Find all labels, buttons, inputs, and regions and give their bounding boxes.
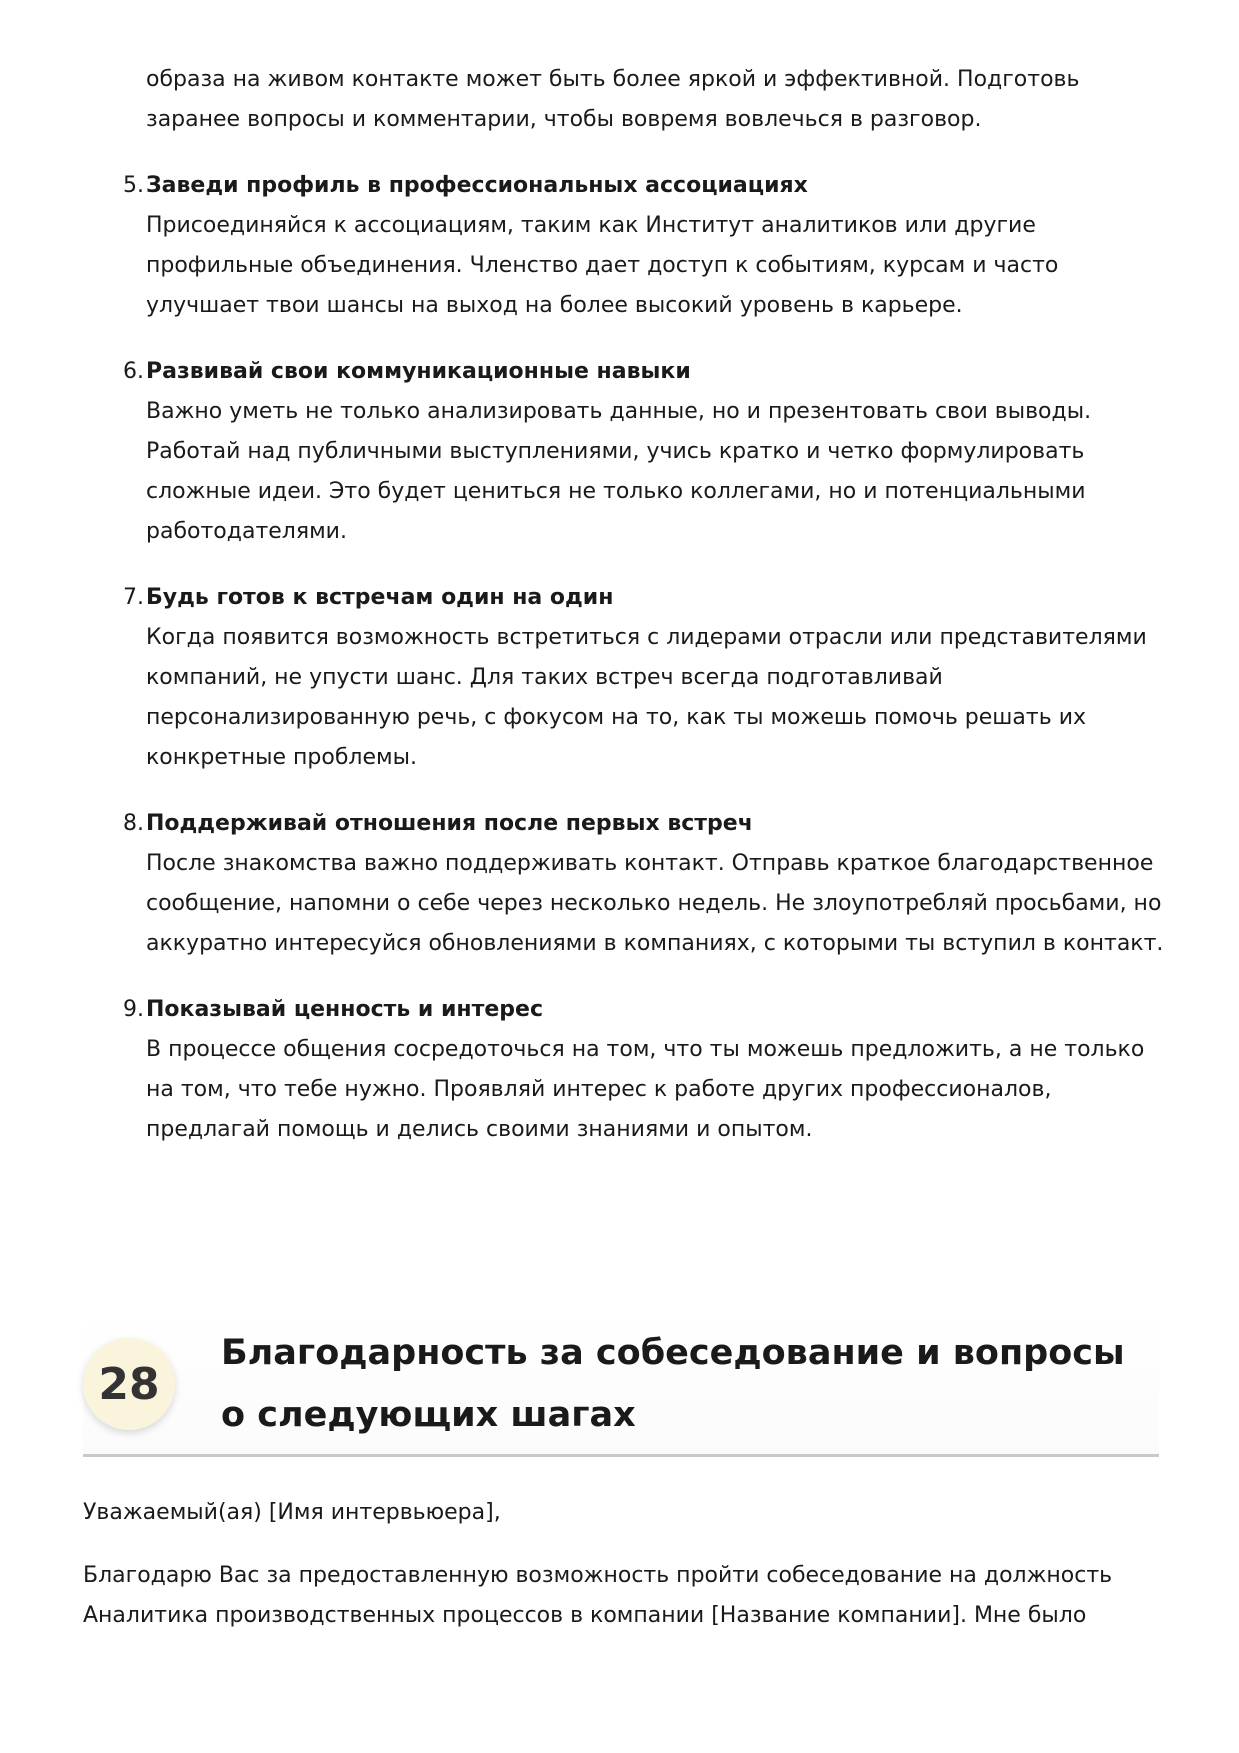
list-item-body: Присоединяйся к ассоциациям, таким как Институт аналитиков или другие профильные объединения. Членство дает доступ к событиям, курсам и часто улучшает твои шансы на выход на более высокий уровень в карьере.	[146, 213, 1059, 318]
list-item-title: Будь готов к встречам один на один	[146, 585, 614, 610]
list-item-title: Поддерживай отношения после первых встреч	[146, 811, 753, 836]
list-item-title: Показывай ценность и интерес	[146, 997, 543, 1022]
section-title: Благодарность за собеседование и вопросы о следующих шагах	[221, 1333, 1125, 1435]
list-item-body: В процессе общения сосредоточься на том, что ты можешь предложить, а не только на том, что тебе нужно. Проявляй интерес к работе других профессионалов, предлагай помощь и делись своими знаниями и опытом.	[146, 1037, 1145, 1142]
letter-greeting: Уважаемый(ая) [Имя интервьюера],	[83, 1500, 501, 1525]
list-item-number: 5.	[123, 173, 144, 198]
list-item-number: 7.	[123, 585, 144, 610]
list-item-number: 8.	[123, 811, 144, 836]
continuation-paragraph: образа на живом контакте может быть более яркой и эффективной. Подготовь заранее вопросы и комментарии, чтобы вовремя вовлечься в разговор.	[146, 67, 1080, 132]
list-item	[123, 352, 1166, 552]
list-item-body: Важно уметь не только анализировать данные, но и презентовать свои выводы. Работай над публичными выступлениями, учись кратко и четко формулировать сложные идеи. Это будет цениться не только коллегами, но и потенциальными работодателями.	[146, 399, 1092, 544]
list-item	[123, 166, 1166, 326]
section-number-badge: 28	[83, 1338, 175, 1430]
list-item-body: Когда появится возможность встретиться с лидерами отрасли или представителями компаний, не упусти шанс. Для таких встреч всегда подготавливай персонализированную речь, с фокусом на то, как ты можешь помочь решать их конкретные проблемы.	[146, 625, 1147, 770]
list-item-number: 6.	[123, 359, 144, 384]
list-item-number: 9.	[123, 997, 144, 1022]
list-item	[123, 804, 1166, 964]
tips-list	[123, 166, 1166, 1176]
list-item-body: После знакомства важно поддерживать контакт. Отправь краткое благодарственное сообщение, напомни о себе через несколько недель. Не злоупотребляй просьбами, но аккуратно интересуйся обновлениями в компаниях, с которыми ты вступил в контакт.	[146, 851, 1164, 956]
list-item-title: Заведи профиль в профессиональных ассоциациях	[146, 173, 808, 198]
letter-body: Благодарю Вас за предоставленную возможность пройти собеседование на должность Аналитика производственных процессов в компании [Название компании]. Мне было	[83, 1563, 1113, 1628]
list-item-title: Развивай свои коммуникационные навыки	[146, 359, 691, 384]
list-item	[123, 990, 1166, 1150]
list-item	[123, 578, 1166, 778]
section-header	[83, 1312, 1159, 1457]
